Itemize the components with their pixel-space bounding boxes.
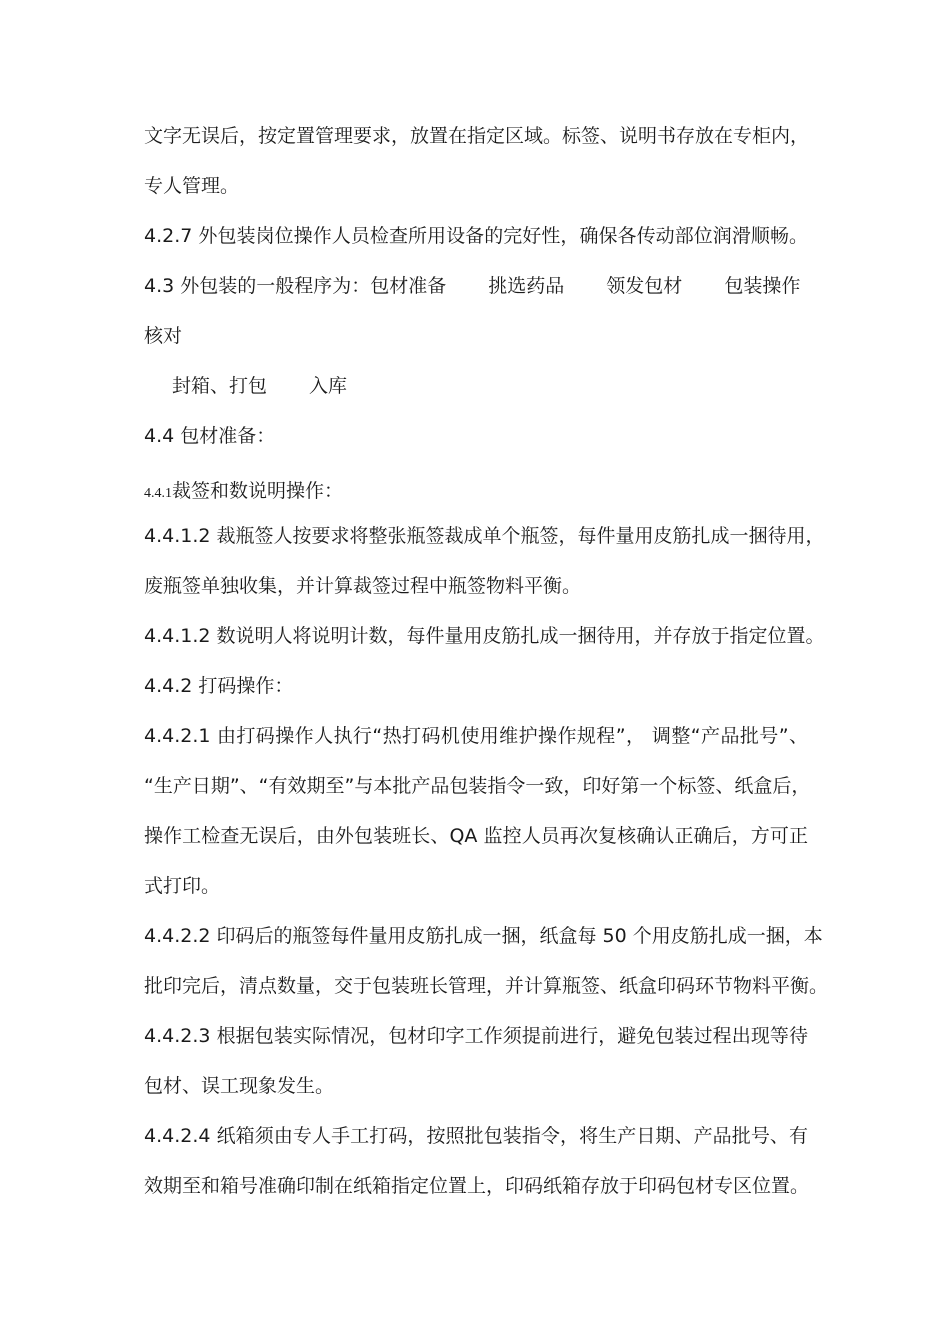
paragraph-line: 批印完后，清点数量，交于包装班长管理，并计算瓶签、纸盒印码环节物料平衡。 — [144, 975, 829, 997]
flow-step-4: 包装操作 — [724, 275, 801, 297]
paragraph-line: 4.4.1.2 裁瓶签人按要求将整张瓶签裁成单个瓶签，每件量用皮筋扎成一捆待用， — [144, 525, 825, 547]
section-4-4-2-heading: 4.4.2 打码操作： — [144, 675, 294, 697]
flow-step-6: 封箱、打包 — [172, 375, 268, 397]
section-4-3-flow — [144, 273, 808, 299]
paragraph-line: 4.4.2.2 印码后的瓶签每件量用皮筋扎成一捆，纸盒每 50 个用皮筋扎成一捆，本 — [144, 925, 823, 947]
flow-step-1: 包材准备 — [370, 275, 447, 297]
paragraph-line: 效期至和箱号准确印制在纸箱指定位置上，印码纸箱存放于印码包材专区位置。 — [144, 1175, 810, 1197]
paragraph-line: 文字无误后，按定置管理要求，放置在指定区域。标签、说明书存放在专柜内， — [144, 125, 810, 147]
paragraph-line: 4.4.2.1 由打码操作人执行“热打码机使用维护操作规程”， 调整“产品批号”、 — [144, 725, 808, 747]
paragraph-line: 包材、误工现象发生。 — [144, 1075, 335, 1097]
flow-step-5: 核对 — [144, 325, 183, 347]
paragraph-line: 专人管理。 — [144, 175, 240, 197]
section-4-4-1-heading — [144, 478, 343, 507]
paragraph-line: 废瓶签单独收集，并计算裁签过程中瓶签物料平衡。 — [144, 575, 582, 597]
paragraph-line: 4.4.1.2 数说明人将说明计数，每件量用皮筋扎成一捆待用，并存放于指定位置。 — [144, 625, 825, 647]
section-number: 4.4.1 — [144, 486, 172, 501]
paragraph-line: 4.4.2.4 纸箱须由专人手工打码，按照批包装指令，将生产日期、产品批号、有 — [144, 1125, 808, 1147]
flow-continuation — [172, 373, 347, 399]
section-title: 裁签和数说明操作： — [172, 480, 344, 502]
flow-prefix: 4.3 外包装的一般程序为： — [144, 275, 371, 297]
flow-step-7: 入库 — [309, 375, 348, 397]
section-4-2-7: 4.2.7 外包装岗位操作人员检查所用设备的完好性，确保各传动部位润滑顺畅。 — [144, 225, 808, 247]
paragraph-line: 4.4.2.3 根据包装实际情况，包材印字工作须提前进行，避免包装过程出现等待 — [144, 1025, 808, 1047]
flow-step-2: 挑选药品 — [488, 275, 565, 297]
paragraph-line: 式打印。 — [144, 875, 221, 897]
section-4-4-heading: 4.4 包材准备： — [144, 425, 276, 447]
paragraph-line: “生产日期”、“有效期至”与本批产品包装指令一致，印好第一个标签、纸盒后， — [144, 775, 811, 797]
paragraph-line: 操作工检查无误后，由外包装班长、QA 监控人员再次复核确认正确后，方可正 — [144, 825, 808, 847]
flow-step-3: 领发包材 — [606, 275, 683, 297]
